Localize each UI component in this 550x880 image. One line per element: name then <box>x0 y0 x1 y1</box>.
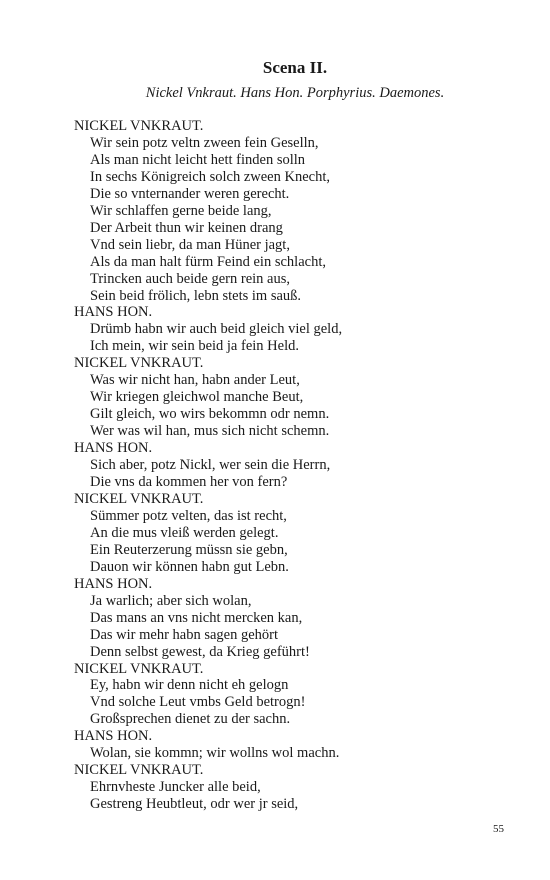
verse-line: Ja warlich; aber sich wolan, <box>90 592 252 609</box>
verse-line: Denn selbst gewest, da Krieg geführt! <box>90 643 310 660</box>
speaker-name: NICKEL VNKRAUT. <box>74 762 204 779</box>
verse-line: Ey, habn wir denn nicht eh gelogn <box>90 677 289 694</box>
verse-line: Wir kriegen gleichwol manche Beut, <box>90 389 304 406</box>
page-number: 55 <box>493 823 504 835</box>
verse-line: Die vns da kommen her von fern? <box>90 474 288 491</box>
verse-line: Das mans an vns nicht mercken kan, <box>90 609 303 626</box>
verse-line: Dauon wir können habn gut Lebn. <box>90 558 289 575</box>
verse-line: Vnd solche Leut vmbs Geld betrogn! <box>90 694 306 711</box>
verse-line: Ein Reuterzerung müssn sie gebn, <box>90 541 288 558</box>
verse-line: Wolan, sie kommn; wir wollns wol machn. <box>90 745 340 762</box>
scene-title: Scena II. <box>262 58 328 77</box>
verse-line: An die mus vleiß werden gelegt. <box>90 524 279 541</box>
speaker-name: HANS HON. <box>74 304 153 321</box>
speaker-name: NICKEL VNKRAUT. <box>74 355 204 372</box>
speaker-name: HANS HON. <box>74 728 153 745</box>
dialogue-block <box>74 118 514 813</box>
verse-line: Großsprechen dienet zu der sachn. <box>90 711 291 728</box>
speaker-name: NICKEL VNKRAUT. <box>74 660 204 677</box>
verse-line: Die so vnternander weren gerecht. <box>90 185 290 202</box>
verse-line: Sich aber, potz Nickl, wer sein die Herrn, <box>90 457 331 474</box>
verse-line: Als da man halt fürm Feind ein schlacht, <box>90 253 326 270</box>
speaker-name: NICKEL VNKRAUT. <box>74 490 204 507</box>
speaker-name: NICKEL VNKRAUT. <box>74 118 204 134</box>
verse-line: Wer was wil han, mus sich nicht schemn. <box>90 423 330 440</box>
speaker-name: HANS HON. <box>74 575 153 592</box>
verse-line: Trincken auch beide gern rein aus, <box>90 270 290 287</box>
verse-line: Was wir nicht han, habn ander Leut, <box>90 372 300 389</box>
verse-line: In sechs Königreich solch zween Knecht, <box>90 168 330 185</box>
verse-line: Ehrnvheste Juncker alle beid, <box>90 779 261 796</box>
scene-cast-list: Nickel Vnkraut. Hans Hon. Porphyrius. Daemones. <box>145 85 445 101</box>
verse-line: Gestreng Heubtleut, odr wer jr seid, <box>90 796 299 813</box>
verse-line: Vnd sein liebr, da man Hüner jagt, <box>90 236 290 253</box>
verse-line: Drümb habn wir auch beid gleich viel geld, <box>90 321 343 338</box>
verse-line: Wir sein potz veltn zween fein Geselln, <box>90 134 319 151</box>
verse-line: Der Arbeit thun wir keinen drang <box>90 219 283 236</box>
verse-line: Wir schlaffen gerne beide lang, <box>90 202 272 219</box>
verse-line: Gilt gleich, wo wirs bekommn odr nemn. <box>90 406 330 423</box>
verse-line: Als man nicht leicht hett finden solln <box>90 151 306 168</box>
verse-line: Ich mein, wir sein beid ja fein Held. <box>90 338 299 355</box>
verse-line: Das wir mehr habn sagen gehört <box>90 626 279 643</box>
verse-line: Sein beid frölich, lebn stets im sauß. <box>90 287 302 304</box>
verse-line: Sümmer potz velten, das ist recht, <box>90 507 287 524</box>
speaker-name: HANS HON. <box>74 440 153 457</box>
